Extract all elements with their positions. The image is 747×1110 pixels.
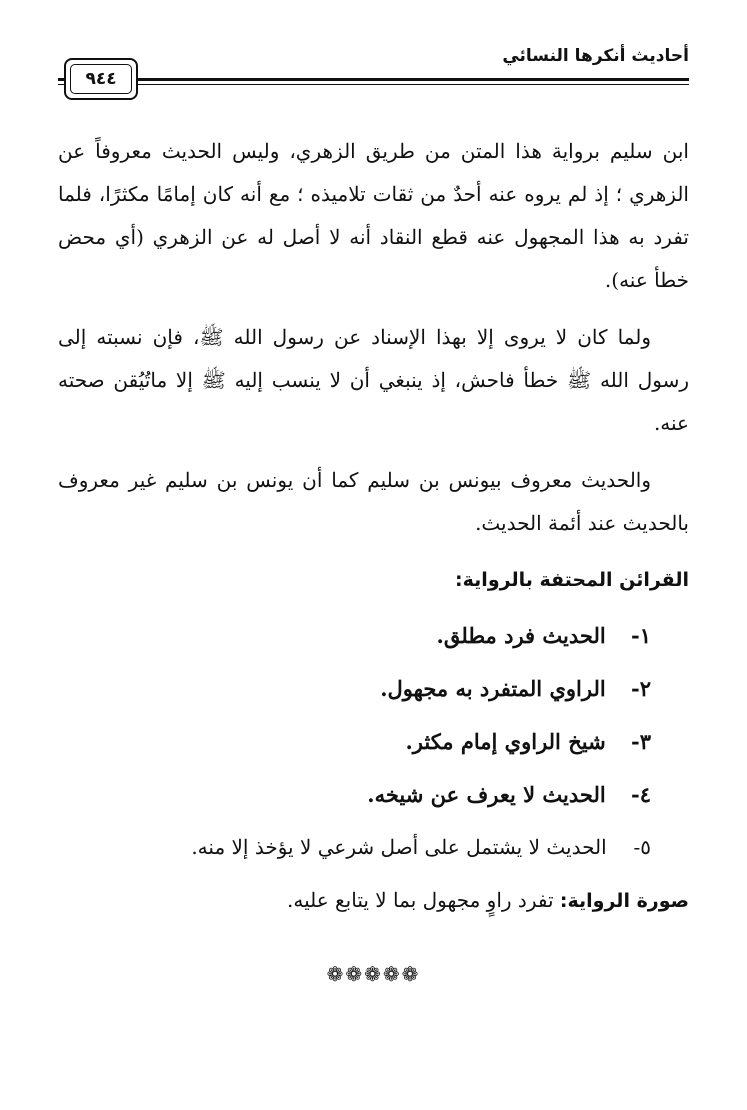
list-item-number: ٥-	[633, 835, 651, 859]
section-title: القرائن المحتفة بالرواية:	[455, 569, 689, 591]
page-content	[58, 130, 689, 996]
narration-form	[58, 879, 689, 923]
narration-form-label: صورة الرواية:	[559, 890, 689, 912]
list-item-number: ٣-	[631, 729, 651, 754]
list-item	[58, 720, 651, 763]
header-rule-thin	[58, 84, 689, 85]
page-header	[58, 40, 689, 100]
paragraph-2: ولما كان لا يروى إلا بهذا الإسناد عن رسول الله ﷺ، فإن نسبته إلى رسول الله ﷺ خطأ فاحش، إذ ينبغي أن لا ينسب إليه ﷺ إلا ماتُيُقن صحته عنه.	[58, 325, 689, 435]
paragraph-3: والحديث معروف بيونس بن سليم كما أن يونس بن سليم غير معروف بالحديث عند أئمة الحديث.	[58, 468, 689, 535]
list-item	[58, 614, 651, 657]
page-number-frame	[64, 58, 138, 100]
list-item-number: ١-	[631, 623, 651, 648]
list-item	[58, 826, 651, 869]
header-rule	[58, 78, 689, 81]
running-title: أحاديث أنكرها النسائي	[502, 46, 689, 66]
list-item-text: الحديث لا يعرف عن شيخه.	[367, 782, 606, 807]
paragraph-1: ابن سليم برواية هذا المتن من طريق الزهري، وليس الحديث معروفاً عن الزهري ؛ إذ لم يروه عنه أحدٌ من ثقات تلاميذه ؛ مع أنه كان إمامًا مكثرًا، فلما تفرد به هذا المجهول عنه قطع النقاد أنه لا أصل له عن الزهري (أي محض خطأ عنه).	[58, 139, 689, 292]
ornament-divider: ❁❁❁❁❁	[326, 962, 421, 986]
list-item-number: ٤-	[631, 782, 651, 807]
page-number: ٩٤٤	[70, 64, 132, 94]
list-item-text: الراوي المتفرد به مجهول.	[380, 676, 606, 701]
list-item-text: الحديث لا يشتمل على أصل شرعي لا يؤخذ إلا منه.	[191, 835, 607, 859]
narration-form-text: تفرد راوٍ مجهول بما لا يتابع عليه.	[286, 888, 560, 912]
list-item	[58, 773, 651, 816]
list-item-text: شيخ الراوي إمام مكثر.	[405, 729, 606, 754]
list-item	[58, 667, 651, 710]
list-item-number: ٢-	[631, 676, 651, 701]
evidence-list	[58, 614, 689, 869]
list-item-text: الحديث فرد مطلق.	[436, 623, 606, 648]
